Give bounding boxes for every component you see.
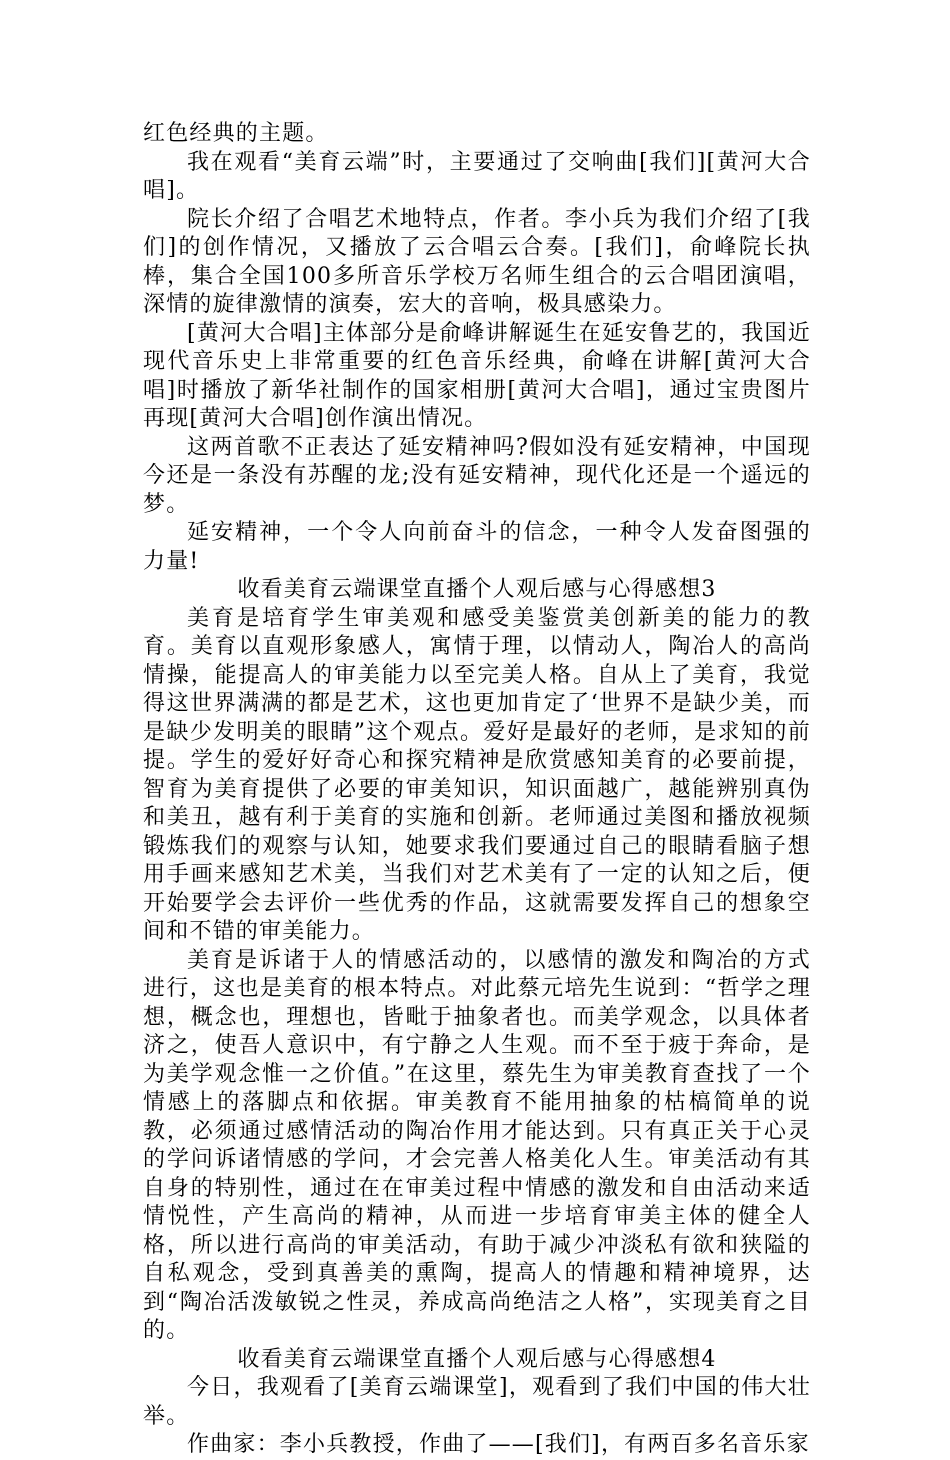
document-page — [143, 120, 811, 1460]
paragraph: 我在观看“美育云端”时，主要通过了交响曲[我们][黄河大合唱]。 — [143, 149, 811, 203]
paragraph: 作曲家：李小兵教授，作曲了——[我们]，有两百多名音乐家 — [187, 1432, 810, 1457]
paragraph: 美育是诉诸于人的情感活动的，以感情的激发和陶冶的方式进行，这也是美育的根本特点。对此蔡元培先生说到：“哲学之理想，概念也，理想也，皆毗于抽象者也。而美学观念，以具体者济之，使吾人意识中，有宁静之人生观。而不至于疲于奔命，是为美学观念惟一之价值。”在这里，蔡先生为审美教育查找了一个情感上的落脚点和依据。审美教育不能用抽象的枯槁简单的说教，必须通过感情活动的陶冶作用才能达到。只有真正关于心灵的学问诉诸情感的学问，才会完善人格美化人生。审美活动有其自身的特别性，通过在在审美过程中情感的激发和自由活动来适情悦性，产生高尚的精神，从而进一步培育审美主体的健全人格，所以进行高尚的审美活动，有助于减少冲淡私有欲和狭隘的自私观念，受到真善美的熏陶，提高人的情趣和精神境界，达到“陶冶活泼敏锐之性灵，养成高尚绝洁之人格”，实现美育之目的。 — [143, 947, 811, 1343]
section-heading: 收看美育云端课堂直播个人观后感与心得感想3 — [237, 577, 717, 602]
section-heading: 收看美育云端课堂直播个人观后感与心得感想4 — [237, 1346, 717, 1372]
paragraph: 延安精神，一个令人向前奋斗的信念，一种令人发奋图强的力量! — [143, 520, 811, 574]
paragraph: 院长介绍了合唱艺术地特点，作者。李小兵为我们介绍了[我们]的创作情况，又播放了云合唱云合奏。[我们]，俞峰院长执棒，集合全国100多所音乐学校万名师生组合的云合唱团演唱，深情的旋律激情的演奏，宏大的音响，极具感染力。 — [143, 206, 811, 317]
paragraph: [黄河大合唱]主体部分是俞峰讲解诞生在延安鲁艺的，我国近现代音乐史上非常重要的红色音乐经典，俞峰在讲解[黄河大合唱]时播放了新华社制作的国家相册[黄河大合唱]，通过宝贵图片再现[黄河大合唱]创作演出情况。 — [143, 320, 811, 431]
paragraph: 美育是培育学生审美观和感受美鉴赏美创新美的能力的教育。美育以直观形象感人，寓情于理，以情动人，陶冶人的高尚情操，能提高人的审美能力以至完美人格。自从上了美育，我觉得这世界满满的都是艺术，这也更加肯定了‘世界不是缺少美，而是缺少发明美的眼睛”这个观点。爱好是最好的老师，是求知的前提。学生的爱好好奇心和探究精神是欣赏感知美育的必要前提，智育为美育提供了必要的审美知识，知识面越广，越能辨别真伪和美丑，越有利于美育的实施和创新。老师通过美图和播放视频锻炼我们的观察与认知，她要求我们要通过自己的眼睛看脑子想用手画来感知艺术美，当我们对艺术美有了一定的认知之后，便开始要学会去评价一些优秀的作品，这就需要发挥自己的想象空间和不错的审美能力。 — [143, 605, 811, 944]
paragraph: 这两首歌不正表达了延安精神吗?假如没有延安精神，中国现今还是一条没有苏醒的龙;没有延安精神，现代化还是一个遥远的梦。 — [143, 434, 811, 517]
paragraph: 红色经典的主题。 — [143, 121, 329, 146]
paragraph: 今日，我观看了[美育云端课堂]，观看到了我们中国的伟大壮举。 — [143, 1375, 811, 1429]
